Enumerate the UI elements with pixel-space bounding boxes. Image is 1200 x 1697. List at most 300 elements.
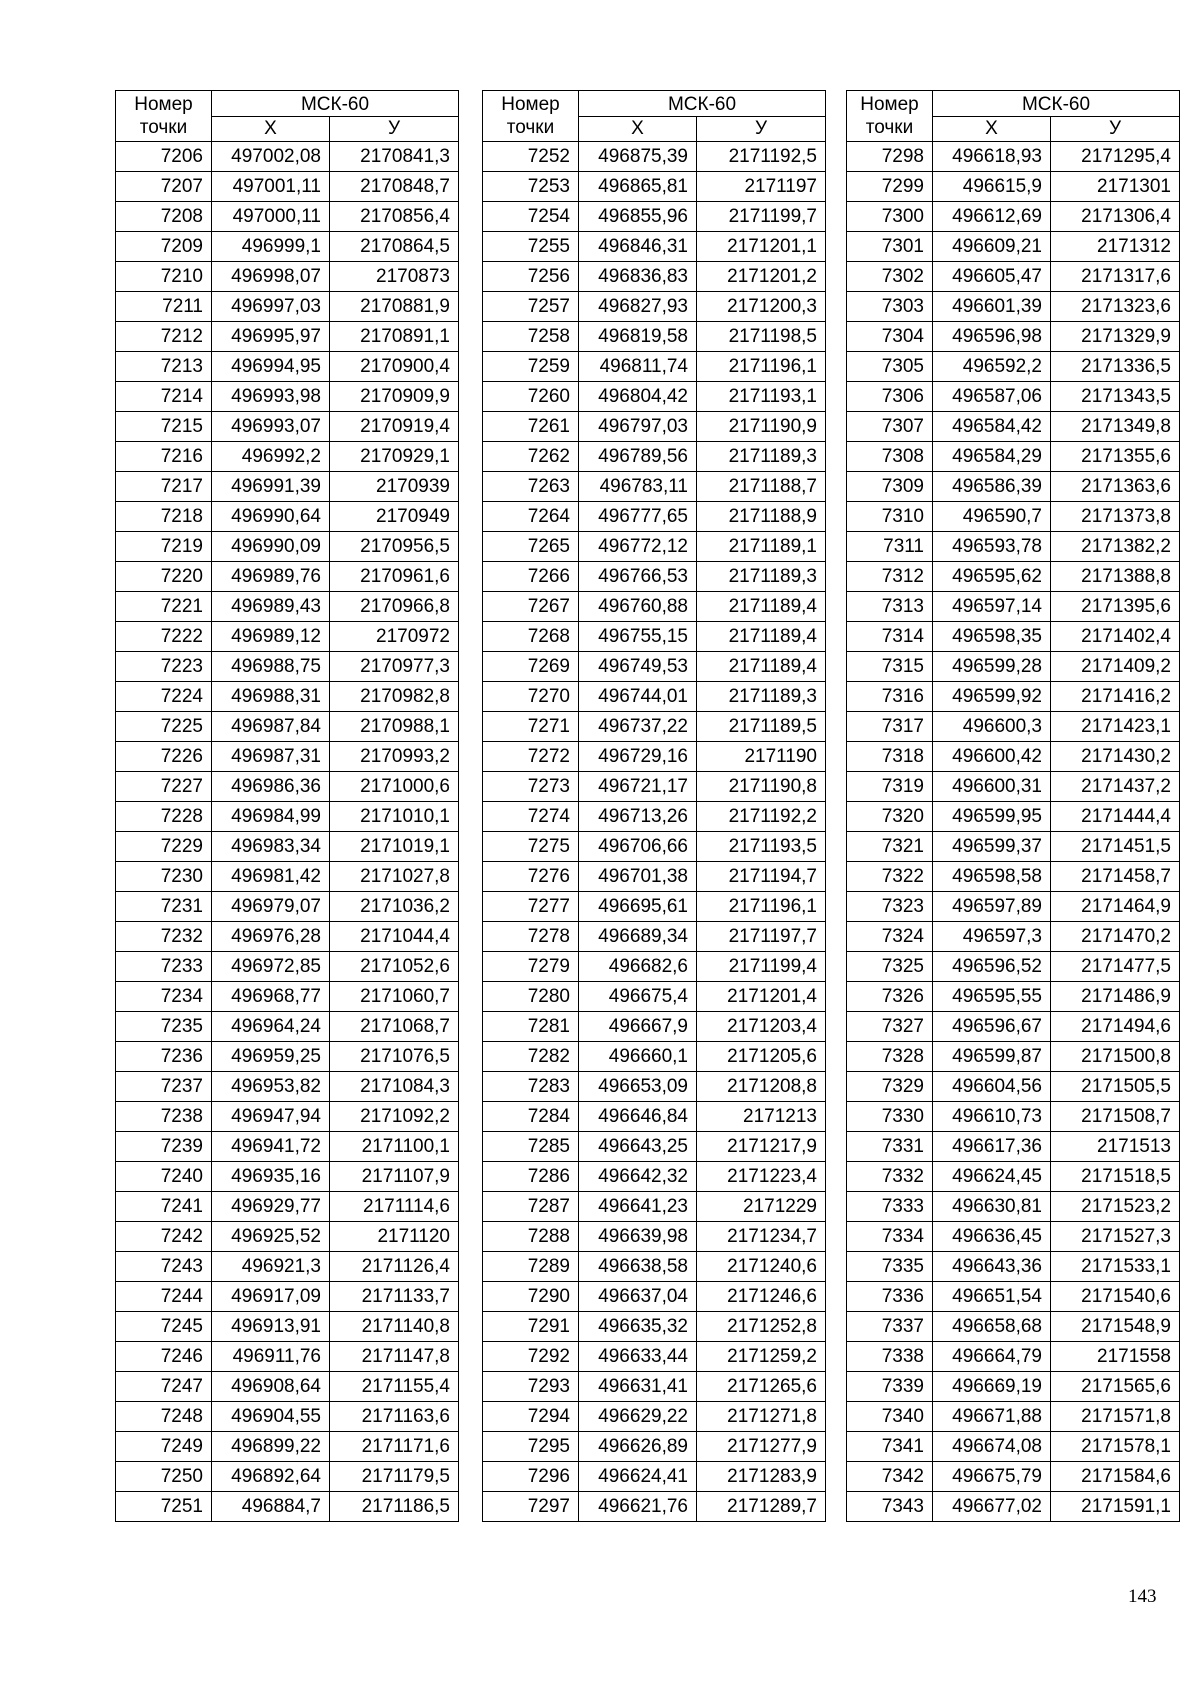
point-number-cell: 7327: [847, 1012, 933, 1042]
y-coordinate-cell: 2170993,2: [330, 742, 459, 772]
y-coordinate-cell: 2171060,7: [330, 982, 459, 1012]
y-coordinate-cell: 2171076,5: [330, 1042, 459, 1072]
y-coordinate-cell: 2171458,7: [1051, 862, 1180, 892]
table-row: [483, 922, 826, 952]
x-coordinate-cell: 496986,36: [212, 772, 330, 802]
table-row: [847, 1342, 1180, 1372]
coordinates-table-3: [846, 90, 1180, 1522]
table-row: [116, 322, 459, 352]
x-coordinate-cell: 496744,01: [579, 682, 697, 712]
y-coordinate-cell: 2170881,9: [330, 292, 459, 322]
table-row: [483, 982, 826, 1012]
x-coordinate-cell: 496596,67: [933, 1012, 1051, 1042]
point-number-cell: 7302: [847, 262, 933, 292]
x-coordinate-cell: 496947,94: [212, 1102, 330, 1132]
y-coordinate-cell: 2171044,4: [330, 922, 459, 952]
y-coordinate-cell: 2171329,9: [1051, 322, 1180, 352]
x-coordinate-cell: 496988,31: [212, 682, 330, 712]
x-coordinate-cell: 496689,34: [579, 922, 697, 952]
point-number-cell: 7272: [483, 742, 579, 772]
x-coordinate-cell: 496908,64: [212, 1372, 330, 1402]
y-coordinate-cell: 2171000,6: [330, 772, 459, 802]
point-number-cell: 7304: [847, 322, 933, 352]
point-number-cell: 7219: [116, 532, 212, 562]
table-row: [483, 1402, 826, 1432]
table-row: [116, 1192, 459, 1222]
point-number-cell: 7274: [483, 802, 579, 832]
point-number-cell: 7265: [483, 532, 579, 562]
point-number-cell: 7335: [847, 1252, 933, 1282]
y-coordinate-cell: 2171068,7: [330, 1012, 459, 1042]
table-row: [483, 412, 826, 442]
point-number-cell: 7238: [116, 1102, 212, 1132]
y-coordinate-cell: 2170891,1: [330, 322, 459, 352]
table-row: [116, 832, 459, 862]
table-row: [847, 832, 1180, 862]
table-row: [116, 232, 459, 262]
y-coordinate-cell: 2171486,9: [1051, 982, 1180, 1012]
y-coordinate-cell: 2171283,9: [697, 1462, 826, 1492]
x-coordinate-cell: 496695,61: [579, 892, 697, 922]
x-coordinate-cell: 496637,04: [579, 1282, 697, 1312]
table-row: [847, 592, 1180, 622]
table-row: [847, 712, 1180, 742]
point-number-cell: 7315: [847, 652, 933, 682]
y-coordinate-cell: 2171395,6: [1051, 592, 1180, 622]
y-coordinate-cell: 2170988,1: [330, 712, 459, 742]
point-number-cell: 7206: [116, 142, 212, 172]
x-coordinate-cell: 496596,52: [933, 952, 1051, 982]
point-number-cell: 7343: [847, 1492, 933, 1522]
table-row: [116, 802, 459, 832]
y-coordinate-cell: 2171373,8: [1051, 502, 1180, 532]
x-coordinate-cell: 496976,28: [212, 922, 330, 952]
y-coordinate-cell: 2171591,1: [1051, 1492, 1180, 1522]
x-coordinate-cell: 496981,42: [212, 862, 330, 892]
point-number-cell: 7211: [116, 292, 212, 322]
y-coordinate-cell: 2171437,2: [1051, 772, 1180, 802]
table-row: [847, 772, 1180, 802]
table-row: [847, 1012, 1180, 1042]
point-number-cell: 7290: [483, 1282, 579, 1312]
table-row: [116, 952, 459, 982]
x-coordinate-cell: 496846,31: [579, 232, 697, 262]
point-number-cell: 7334: [847, 1222, 933, 1252]
coordinates-table-1: [115, 90, 459, 1522]
x-coordinate-cell: 496675,79: [933, 1462, 1051, 1492]
point-number-cell: 7210: [116, 262, 212, 292]
x-coordinate-cell: 496658,68: [933, 1312, 1051, 1342]
point-number-cell: 7285: [483, 1132, 579, 1162]
x-coordinate-cell: 496892,64: [212, 1462, 330, 1492]
y-coordinate-cell: 2171500,8: [1051, 1042, 1180, 1072]
x-coordinate-cell: 496671,88: [933, 1402, 1051, 1432]
y-coordinate-cell: 2171010,1: [330, 802, 459, 832]
y-coordinate-cell: 2171196,1: [697, 352, 826, 382]
point-number-cell: 7252: [483, 142, 579, 172]
x-coordinate-cell: 496601,39: [933, 292, 1051, 322]
x-coordinate-cell: 496639,98: [579, 1222, 697, 1252]
y-coordinate-cell: 2171265,6: [697, 1372, 826, 1402]
table-row: [847, 412, 1180, 442]
point-number-cell: 7297: [483, 1492, 579, 1522]
table-row: [483, 442, 826, 472]
y-coordinate-cell: 2170929,1: [330, 442, 459, 472]
table-row: [116, 382, 459, 412]
y-coordinate-cell: 2171527,3: [1051, 1222, 1180, 1252]
point-number-cell: 7220: [116, 562, 212, 592]
point-number-cell: 7271: [483, 712, 579, 742]
table-row: [483, 1222, 826, 1252]
point-number-cell: 7305: [847, 352, 933, 382]
x-coordinate-cell: 496983,34: [212, 832, 330, 862]
table-row: [483, 1492, 826, 1522]
x-coordinate-cell: 496600,42: [933, 742, 1051, 772]
point-number-cell: 7240: [116, 1162, 212, 1192]
table-row: [116, 982, 459, 1012]
point-number-cell: 7279: [483, 952, 579, 982]
point-number-cell: 7294: [483, 1402, 579, 1432]
table-row: [847, 952, 1180, 982]
point-number-cell: 7269: [483, 652, 579, 682]
y-coordinate-cell: 2171240,6: [697, 1252, 826, 1282]
point-number-cell: 7273: [483, 772, 579, 802]
header-x: X: [933, 117, 1051, 142]
y-coordinate-cell: 2170972: [330, 622, 459, 652]
point-number-cell: 7216: [116, 442, 212, 472]
table-row: [847, 1192, 1180, 1222]
point-number-cell: 7227: [116, 772, 212, 802]
table-row: [483, 352, 826, 382]
y-coordinate-cell: 2171192,5: [697, 142, 826, 172]
table-row: [116, 1342, 459, 1372]
point-number-cell: 7286: [483, 1162, 579, 1192]
header-coordinate-system: МСК-60: [933, 91, 1180, 117]
x-coordinate-cell: 496701,38: [579, 862, 697, 892]
point-number-cell: 7225: [116, 712, 212, 742]
x-coordinate-cell: 496584,29: [933, 442, 1051, 472]
x-coordinate-cell: 496633,44: [579, 1342, 697, 1372]
x-coordinate-cell: 496904,55: [212, 1402, 330, 1432]
table-row: [483, 382, 826, 412]
y-coordinate-cell: 2171084,3: [330, 1072, 459, 1102]
x-coordinate-cell: 496884,7: [212, 1492, 330, 1522]
x-coordinate-cell: 496674,08: [933, 1432, 1051, 1462]
table-row: [116, 712, 459, 742]
y-coordinate-cell: 2170961,6: [330, 562, 459, 592]
point-number-cell: 7275: [483, 832, 579, 862]
y-coordinate-cell: 2171155,4: [330, 1372, 459, 1402]
point-number-cell: 7338: [847, 1342, 933, 1372]
x-coordinate-cell: 496713,26: [579, 802, 697, 832]
table-row: [847, 622, 1180, 652]
point-number-cell: 7224: [116, 682, 212, 712]
y-coordinate-cell: 2171201,1: [697, 232, 826, 262]
x-coordinate-cell: 496899,22: [212, 1432, 330, 1462]
x-coordinate-cell: 496643,25: [579, 1132, 697, 1162]
x-coordinate-cell: 496827,93: [579, 292, 697, 322]
x-coordinate-cell: 497002,08: [212, 142, 330, 172]
table-row: [116, 172, 459, 202]
y-coordinate-cell: 2171312: [1051, 232, 1180, 262]
x-coordinate-cell: 496989,12: [212, 622, 330, 652]
y-coordinate-cell: 2171189,1: [697, 532, 826, 562]
point-number-cell: 7307: [847, 412, 933, 442]
y-coordinate-cell: 2171192,2: [697, 802, 826, 832]
table-row: [116, 202, 459, 232]
point-number-cell: 7267: [483, 592, 579, 622]
table-row: [116, 1372, 459, 1402]
x-coordinate-cell: 496597,14: [933, 592, 1051, 622]
y-coordinate-cell: 2170841,3: [330, 142, 459, 172]
x-coordinate-cell: 496984,99: [212, 802, 330, 832]
x-coordinate-cell: 496783,11: [579, 472, 697, 502]
y-coordinate-cell: 2170900,4: [330, 352, 459, 382]
table-row: [847, 1282, 1180, 1312]
point-number-cell: 7256: [483, 262, 579, 292]
table-row: [847, 262, 1180, 292]
point-number-cell: 7289: [483, 1252, 579, 1282]
table-row: [483, 322, 826, 352]
point-number-cell: 7339: [847, 1372, 933, 1402]
table-row: [116, 622, 459, 652]
table-row: [116, 502, 459, 532]
point-number-cell: 7250: [116, 1462, 212, 1492]
y-coordinate-cell: 2171194,7: [697, 862, 826, 892]
table-row: [483, 1102, 826, 1132]
y-coordinate-cell: 2171513: [1051, 1132, 1180, 1162]
x-coordinate-cell: 496959,25: [212, 1042, 330, 1072]
table-row: [483, 1012, 826, 1042]
point-number-cell: 7221: [116, 592, 212, 622]
table-row: [116, 1042, 459, 1072]
header-y: У: [330, 117, 459, 142]
table-row: [483, 232, 826, 262]
point-number-cell: 7284: [483, 1102, 579, 1132]
y-coordinate-cell: 2171259,2: [697, 1342, 826, 1372]
x-coordinate-cell: 496587,06: [933, 382, 1051, 412]
point-number-cell: 7295: [483, 1432, 579, 1462]
point-number-cell: 7325: [847, 952, 933, 982]
x-coordinate-cell: 496935,16: [212, 1162, 330, 1192]
y-coordinate-cell: 2171252,8: [697, 1312, 826, 1342]
y-coordinate-cell: 2171188,9: [697, 502, 826, 532]
table-row: [483, 1252, 826, 1282]
y-coordinate-cell: 2171201,2: [697, 262, 826, 292]
table-row: [847, 442, 1180, 472]
point-number-cell: 7288: [483, 1222, 579, 1252]
y-coordinate-cell: 2171558: [1051, 1342, 1180, 1372]
point-number-cell: 7229: [116, 832, 212, 862]
x-coordinate-cell: 496998,07: [212, 262, 330, 292]
y-coordinate-cell: 2170856,4: [330, 202, 459, 232]
y-coordinate-cell: 2171289,7: [697, 1492, 826, 1522]
table-row: [847, 232, 1180, 262]
y-coordinate-cell: 2171505,5: [1051, 1072, 1180, 1102]
point-number-cell: 7231: [116, 892, 212, 922]
x-coordinate-cell: 496599,87: [933, 1042, 1051, 1072]
y-coordinate-cell: 2171190,9: [697, 412, 826, 442]
x-coordinate-cell: 496624,41: [579, 1462, 697, 1492]
table-row: [116, 1432, 459, 1462]
table-row: [483, 952, 826, 982]
point-number-cell: 7246: [116, 1342, 212, 1372]
x-coordinate-cell: 496921,3: [212, 1252, 330, 1282]
x-coordinate-cell: 496993,98: [212, 382, 330, 412]
point-number-cell: 7278: [483, 922, 579, 952]
table-row: [847, 382, 1180, 412]
table-row: [116, 1282, 459, 1312]
y-coordinate-cell: 2171355,6: [1051, 442, 1180, 472]
x-coordinate-cell: 496797,03: [579, 412, 697, 442]
y-coordinate-cell: 2171518,5: [1051, 1162, 1180, 1192]
table-row: [847, 1462, 1180, 1492]
table-row: [847, 172, 1180, 202]
table-row: [483, 742, 826, 772]
point-number-cell: 7320: [847, 802, 933, 832]
point-number-cell: 7328: [847, 1042, 933, 1072]
x-coordinate-cell: 496612,69: [933, 202, 1051, 232]
table-row: [483, 652, 826, 682]
x-coordinate-cell: 496590,7: [933, 502, 1051, 532]
x-coordinate-cell: 496605,47: [933, 262, 1051, 292]
table-row: [483, 292, 826, 322]
x-coordinate-cell: 496997,03: [212, 292, 330, 322]
point-number-cell: 7282: [483, 1042, 579, 1072]
y-coordinate-cell: 2171477,5: [1051, 952, 1180, 982]
table-row: [116, 262, 459, 292]
x-coordinate-cell: 496631,41: [579, 1372, 697, 1402]
point-number-cell: 7226: [116, 742, 212, 772]
point-number-cell: 7287: [483, 1192, 579, 1222]
x-coordinate-cell: 496653,09: [579, 1072, 697, 1102]
y-coordinate-cell: 2171114,6: [330, 1192, 459, 1222]
table-row: [483, 1342, 826, 1372]
table-row: [116, 472, 459, 502]
y-coordinate-cell: 2171186,5: [330, 1492, 459, 1522]
y-coordinate-cell: 2171451,5: [1051, 832, 1180, 862]
y-coordinate-cell: 2171147,8: [330, 1342, 459, 1372]
table-row: [847, 1162, 1180, 1192]
x-coordinate-cell: 496595,62: [933, 562, 1051, 592]
point-number-cell: 7312: [847, 562, 933, 592]
header-x: X: [212, 117, 330, 142]
point-number-cell: 7303: [847, 292, 933, 322]
x-coordinate-cell: 496706,66: [579, 832, 697, 862]
point-number-cell: 7237: [116, 1072, 212, 1102]
x-coordinate-cell: 496682,6: [579, 952, 697, 982]
table-row: [847, 982, 1180, 1012]
point-number-cell: 7317: [847, 712, 933, 742]
y-coordinate-cell: 2171363,6: [1051, 472, 1180, 502]
y-coordinate-cell: 2171565,6: [1051, 1372, 1180, 1402]
x-coordinate-cell: 496621,76: [579, 1492, 697, 1522]
table-row: [116, 1462, 459, 1492]
table-row: [847, 1402, 1180, 1432]
x-coordinate-cell: 496600,3: [933, 712, 1051, 742]
y-coordinate-cell: 2171578,1: [1051, 1432, 1180, 1462]
point-number-cell: 7255: [483, 232, 579, 262]
table-row: [483, 1162, 826, 1192]
y-coordinate-cell: 2171203,4: [697, 1012, 826, 1042]
x-coordinate-cell: 496646,84: [579, 1102, 697, 1132]
table-row: [847, 682, 1180, 712]
x-coordinate-cell: 496772,12: [579, 532, 697, 562]
point-number-cell: 7245: [116, 1312, 212, 1342]
x-coordinate-cell: 496641,23: [579, 1192, 697, 1222]
point-number-cell: 7260: [483, 382, 579, 412]
header-x: X: [579, 117, 697, 142]
point-number-cell: 7234: [116, 982, 212, 1012]
x-coordinate-cell: 496660,1: [579, 1042, 697, 1072]
point-number-cell: 7213: [116, 352, 212, 382]
x-coordinate-cell: 496929,77: [212, 1192, 330, 1222]
y-coordinate-cell: 2171126,4: [330, 1252, 459, 1282]
table-row: [847, 652, 1180, 682]
y-coordinate-cell: 2171246,6: [697, 1282, 826, 1312]
x-coordinate-cell: 496664,79: [933, 1342, 1051, 1372]
x-coordinate-cell: 496629,22: [579, 1402, 697, 1432]
table-row: [483, 622, 826, 652]
x-coordinate-cell: 496855,96: [579, 202, 697, 232]
x-coordinate-cell: 496584,42: [933, 412, 1051, 442]
table-row: [847, 1222, 1180, 1252]
table-row: [847, 862, 1180, 892]
table-row: [847, 1042, 1180, 1072]
y-coordinate-cell: 2170919,4: [330, 412, 459, 442]
table-row: [116, 772, 459, 802]
y-coordinate-cell: 2171189,5: [697, 712, 826, 742]
y-coordinate-cell: 2171140,8: [330, 1312, 459, 1342]
table-row: [116, 292, 459, 322]
table-row: [847, 142, 1180, 172]
y-coordinate-cell: 2171229: [697, 1192, 826, 1222]
x-coordinate-cell: 496610,73: [933, 1102, 1051, 1132]
point-number-cell: 7316: [847, 682, 933, 712]
table-row: [116, 862, 459, 892]
x-coordinate-cell: 496597,3: [933, 922, 1051, 952]
y-coordinate-cell: 2170873: [330, 262, 459, 292]
x-coordinate-cell: 496968,77: [212, 982, 330, 1012]
y-coordinate-cell: 2171317,6: [1051, 262, 1180, 292]
y-coordinate-cell: 2171190: [697, 742, 826, 772]
x-coordinate-cell: 496595,55: [933, 982, 1051, 1012]
point-number-cell: 7235: [116, 1012, 212, 1042]
point-number-cell: 7247: [116, 1372, 212, 1402]
table-row: [483, 1462, 826, 1492]
y-coordinate-cell: 2171107,9: [330, 1162, 459, 1192]
y-coordinate-cell: 2171444,4: [1051, 802, 1180, 832]
y-coordinate-cell: 2171306,4: [1051, 202, 1180, 232]
y-coordinate-cell: 2171423,1: [1051, 712, 1180, 742]
point-number-cell: 7232: [116, 922, 212, 952]
y-coordinate-cell: 2171171,6: [330, 1432, 459, 1462]
table-row: [116, 652, 459, 682]
y-coordinate-cell: 2170982,8: [330, 682, 459, 712]
y-coordinate-cell: 2171196,1: [697, 892, 826, 922]
table-row: [483, 172, 826, 202]
point-number-cell: 7336: [847, 1282, 933, 1312]
y-coordinate-cell: 2171100,1: [330, 1132, 459, 1162]
header-y: У: [1051, 117, 1180, 142]
x-coordinate-cell: 496989,43: [212, 592, 330, 622]
point-number-cell: 7332: [847, 1162, 933, 1192]
table-row: [847, 352, 1180, 382]
y-coordinate-cell: 2171190,8: [697, 772, 826, 802]
point-number-cell: 7228: [116, 802, 212, 832]
point-number-cell: 7218: [116, 502, 212, 532]
x-coordinate-cell: 496618,93: [933, 142, 1051, 172]
